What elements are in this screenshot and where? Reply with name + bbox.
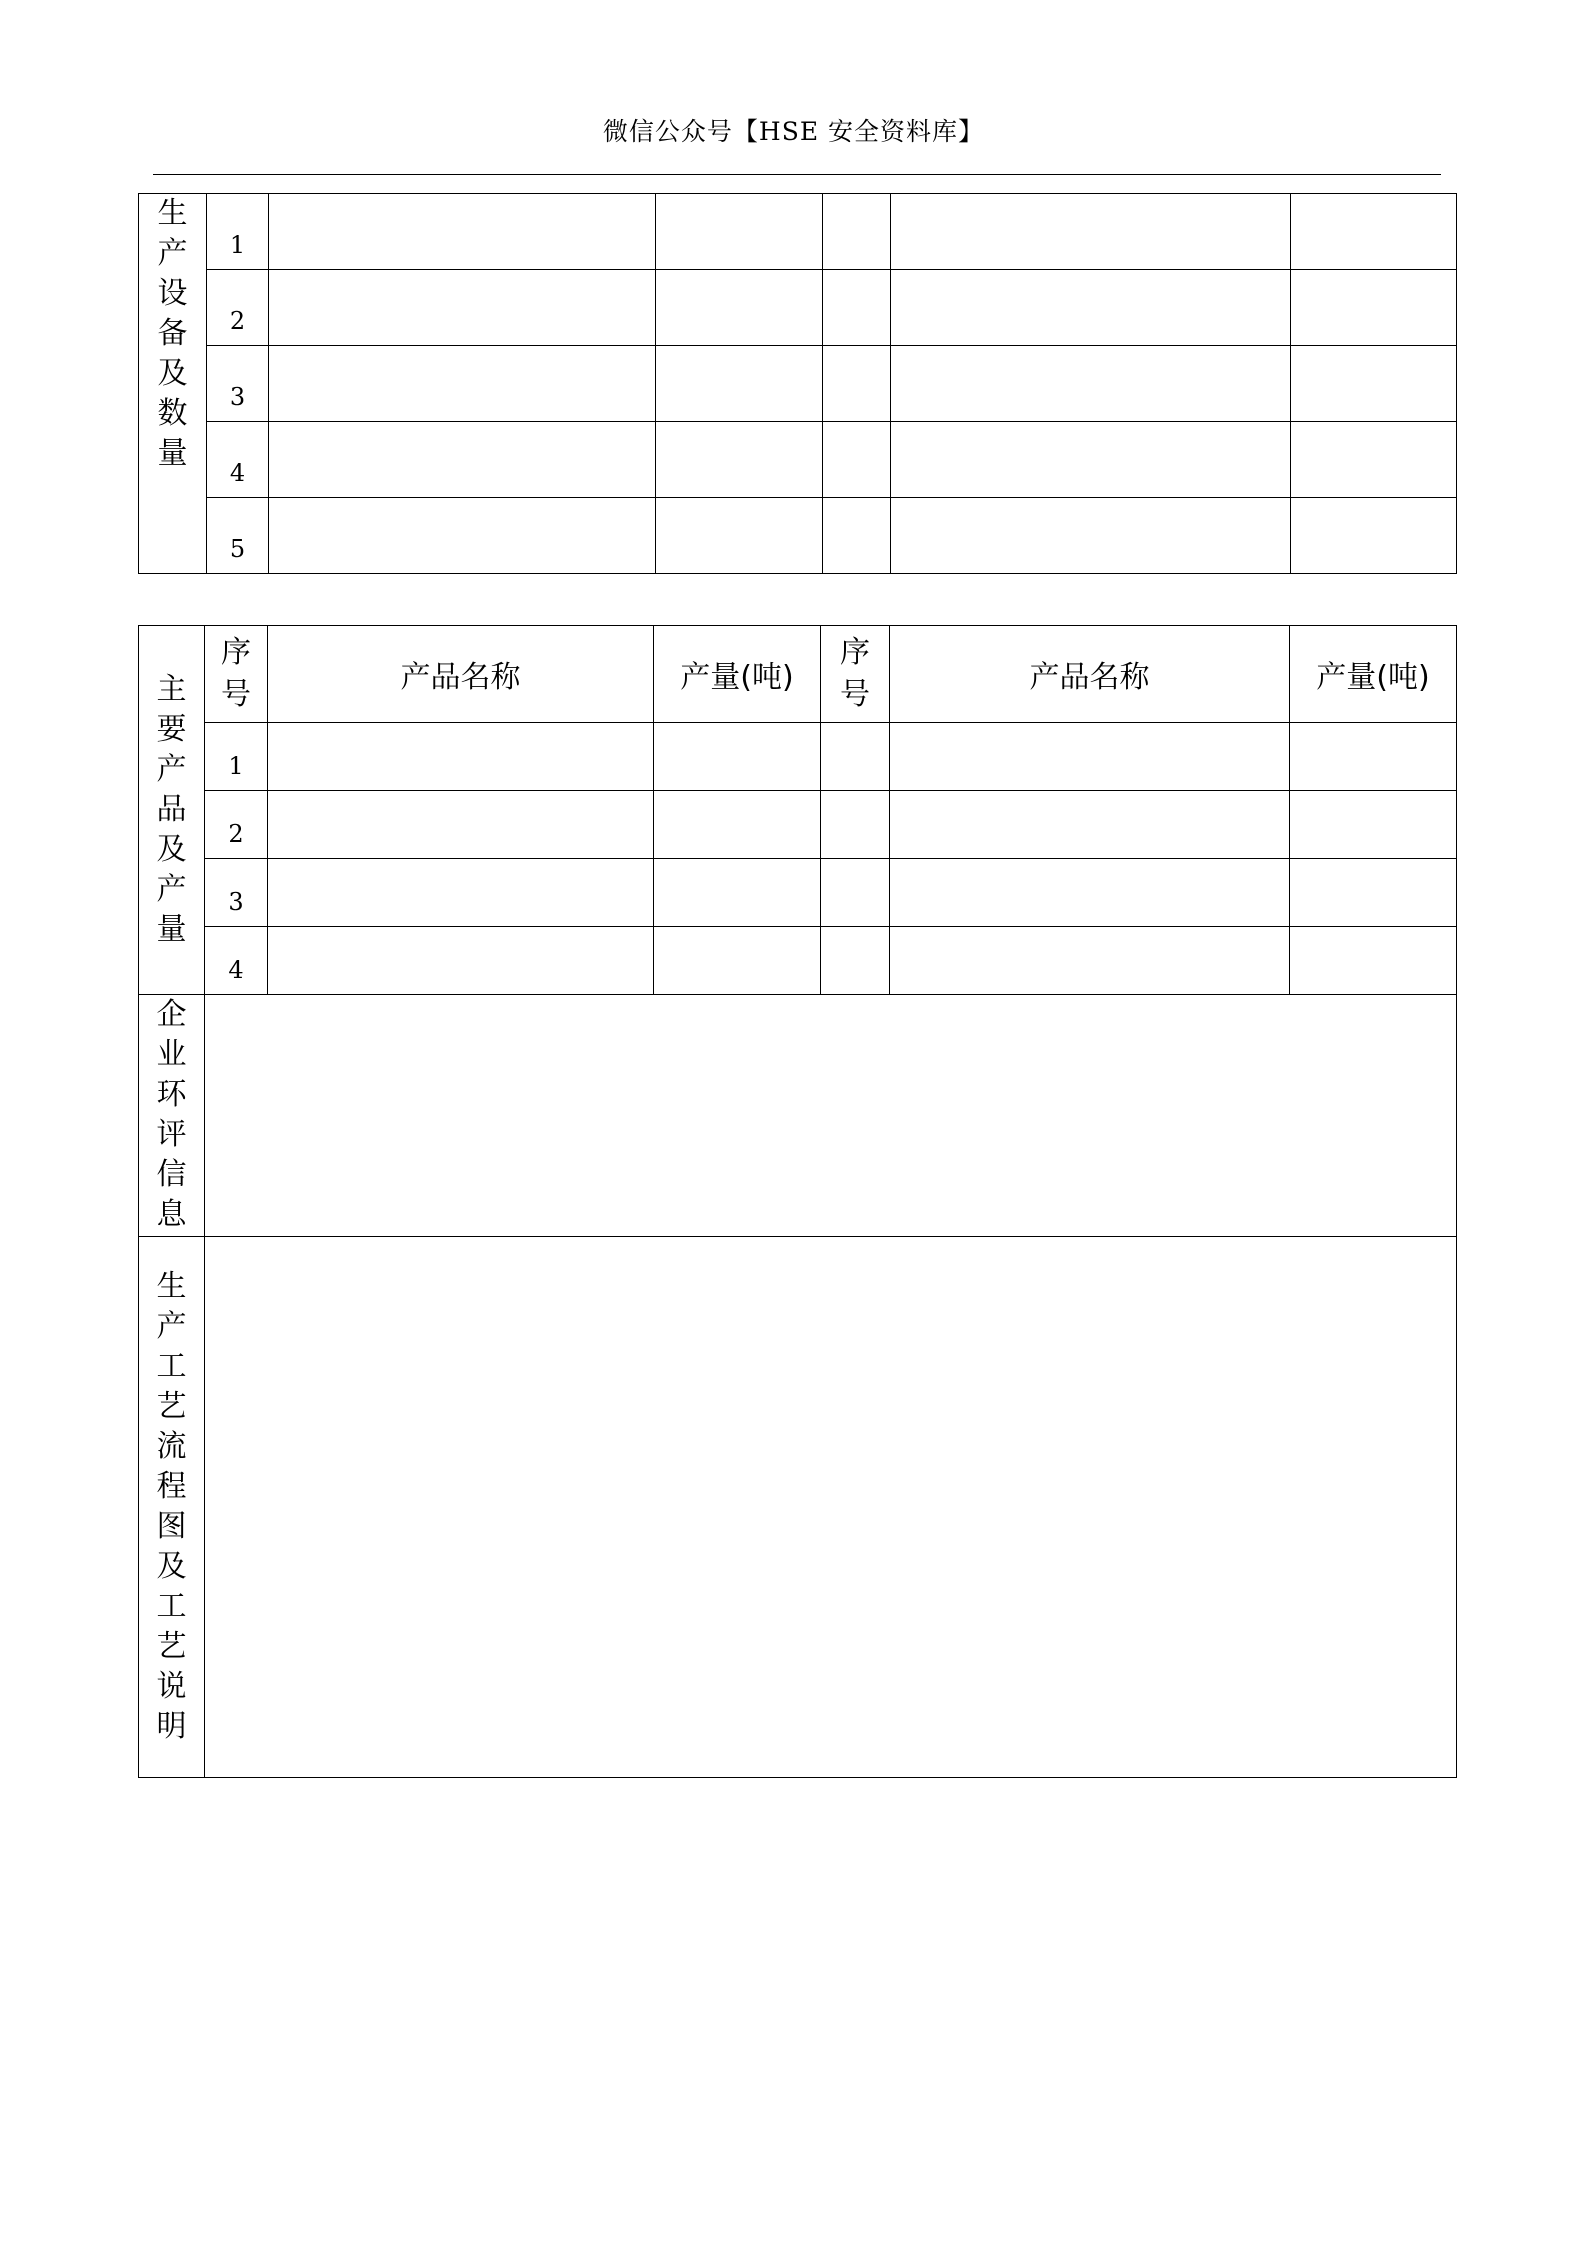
product-cell[interactable] [268, 927, 654, 995]
products-section-label [139, 626, 205, 995]
equipment-cell[interactable] [269, 270, 656, 346]
product-cell[interactable] [890, 859, 1290, 927]
equipment-section-label [139, 194, 207, 574]
product-cell[interactable] [654, 859, 821, 927]
equipment-cell[interactable] [891, 422, 1291, 498]
label-char: 及 [156, 1549, 187, 1584]
product-cell[interactable] [1290, 791, 1457, 859]
equipment-cell[interactable] [1291, 498, 1457, 574]
seq-header-char: 号 [840, 677, 870, 712]
output-header: 产量(吨) [654, 626, 821, 723]
equipment-cell[interactable] [269, 498, 656, 574]
label-char: 息 [156, 1197, 187, 1232]
equipment-cell[interactable] [891, 194, 1291, 270]
eia-section-label [139, 995, 205, 1237]
row-number: 2 [207, 270, 269, 346]
row-number: 3 [207, 346, 269, 422]
equipment-cell[interactable] [656, 346, 823, 422]
equipment-cell[interactable] [1291, 270, 1457, 346]
label-char: 产 [156, 872, 187, 907]
equipment-cell[interactable] [656, 194, 823, 270]
equipment-cell[interactable] [891, 498, 1291, 574]
label-char: 产 [157, 236, 188, 271]
product-cell[interactable] [890, 723, 1290, 791]
eia-content-area[interactable] [205, 995, 1457, 1237]
label-char: 说 [156, 1669, 187, 1704]
product-name-header: 产品名称 [268, 626, 654, 723]
label-char: 工 [156, 1589, 187, 1624]
product-name-header: 产品名称 [890, 626, 1290, 723]
label-char: 品 [156, 792, 187, 827]
product-cell[interactable] [654, 791, 821, 859]
equipment-cell[interactable] [656, 498, 823, 574]
label-char: 明 [156, 1709, 187, 1744]
label-char: 艺 [156, 1629, 187, 1664]
equipment-cell[interactable] [1291, 422, 1457, 498]
label-char: 业 [156, 1037, 187, 1072]
row-number: 5 [207, 498, 269, 574]
product-cell[interactable] [654, 723, 821, 791]
product-cell[interactable] [268, 723, 654, 791]
equipment-cell[interactable] [823, 498, 891, 574]
product-cell[interactable] [890, 791, 1290, 859]
label-char: 要 [156, 712, 187, 747]
label-char: 评 [156, 1117, 187, 1152]
row-number: 3 [205, 859, 268, 927]
equipment-cell[interactable] [269, 346, 656, 422]
equipment-cell[interactable] [269, 194, 656, 270]
row-number: 2 [205, 791, 268, 859]
seq-header-char: 号 [221, 677, 251, 712]
process-section-label [139, 1237, 205, 1778]
page-header: 微信公众号【HSE 安全资料库】 [602, 117, 985, 146]
label-char: 程 [156, 1469, 187, 1504]
label-char: 主 [156, 672, 187, 707]
label-char: 工 [156, 1349, 187, 1384]
product-cell[interactable] [821, 723, 890, 791]
label-char: 量 [156, 912, 187, 947]
product-cell[interactable] [654, 927, 821, 995]
label-char: 设 [157, 276, 188, 311]
equipment-cell[interactable] [656, 422, 823, 498]
label-char: 信 [156, 1157, 187, 1192]
equipment-cell[interactable] [823, 422, 891, 498]
product-cell[interactable] [268, 859, 654, 927]
label-char: 及 [157, 356, 188, 391]
label-char: 图 [156, 1509, 187, 1544]
product-cell[interactable] [1290, 927, 1457, 995]
equipment-cell[interactable] [823, 194, 891, 270]
output-header: 产量(吨) [1290, 626, 1457, 723]
label-char: 产 [156, 752, 187, 787]
equipment-cell[interactable] [823, 346, 891, 422]
label-char: 数 [157, 396, 188, 431]
product-cell[interactable] [821, 859, 890, 927]
label-char: 产 [156, 1309, 187, 1344]
row-number: 4 [207, 422, 269, 498]
product-cell[interactable] [268, 791, 654, 859]
seq-header-char: 序 [840, 635, 870, 670]
seq-header-char: 序 [221, 635, 251, 670]
label-char: 流 [156, 1429, 187, 1464]
row-number: 4 [205, 927, 268, 995]
row-number: 1 [207, 194, 269, 270]
equipment-cell[interactable] [823, 270, 891, 346]
label-char: 及 [156, 832, 187, 867]
product-cell[interactable] [1290, 723, 1457, 791]
products-table [138, 625, 1457, 1778]
seq-header [205, 626, 268, 723]
row-number: 1 [205, 723, 268, 791]
equipment-cell[interactable] [891, 270, 1291, 346]
equipment-cell[interactable] [1291, 346, 1457, 422]
label-char: 生 [156, 1269, 187, 1304]
label-char: 环 [156, 1077, 187, 1112]
label-char: 艺 [156, 1389, 187, 1424]
equipment-cell[interactable] [656, 270, 823, 346]
product-cell[interactable] [1290, 859, 1457, 927]
seq-header [821, 626, 890, 723]
label-char: 量 [157, 436, 188, 471]
product-cell[interactable] [821, 927, 890, 995]
equipment-cell[interactable] [891, 346, 1291, 422]
header-rule [153, 174, 1441, 175]
product-cell[interactable] [821, 791, 890, 859]
equipment-table [138, 193, 1457, 574]
equipment-cell[interactable] [269, 422, 656, 498]
process-content-area[interactable] [205, 1237, 1457, 1778]
label-char: 企 [156, 997, 187, 1032]
label-char: 生 [157, 196, 188, 231]
label-char: 备 [157, 316, 188, 351]
product-cell[interactable] [890, 927, 1290, 995]
equipment-cell[interactable] [1291, 194, 1457, 270]
